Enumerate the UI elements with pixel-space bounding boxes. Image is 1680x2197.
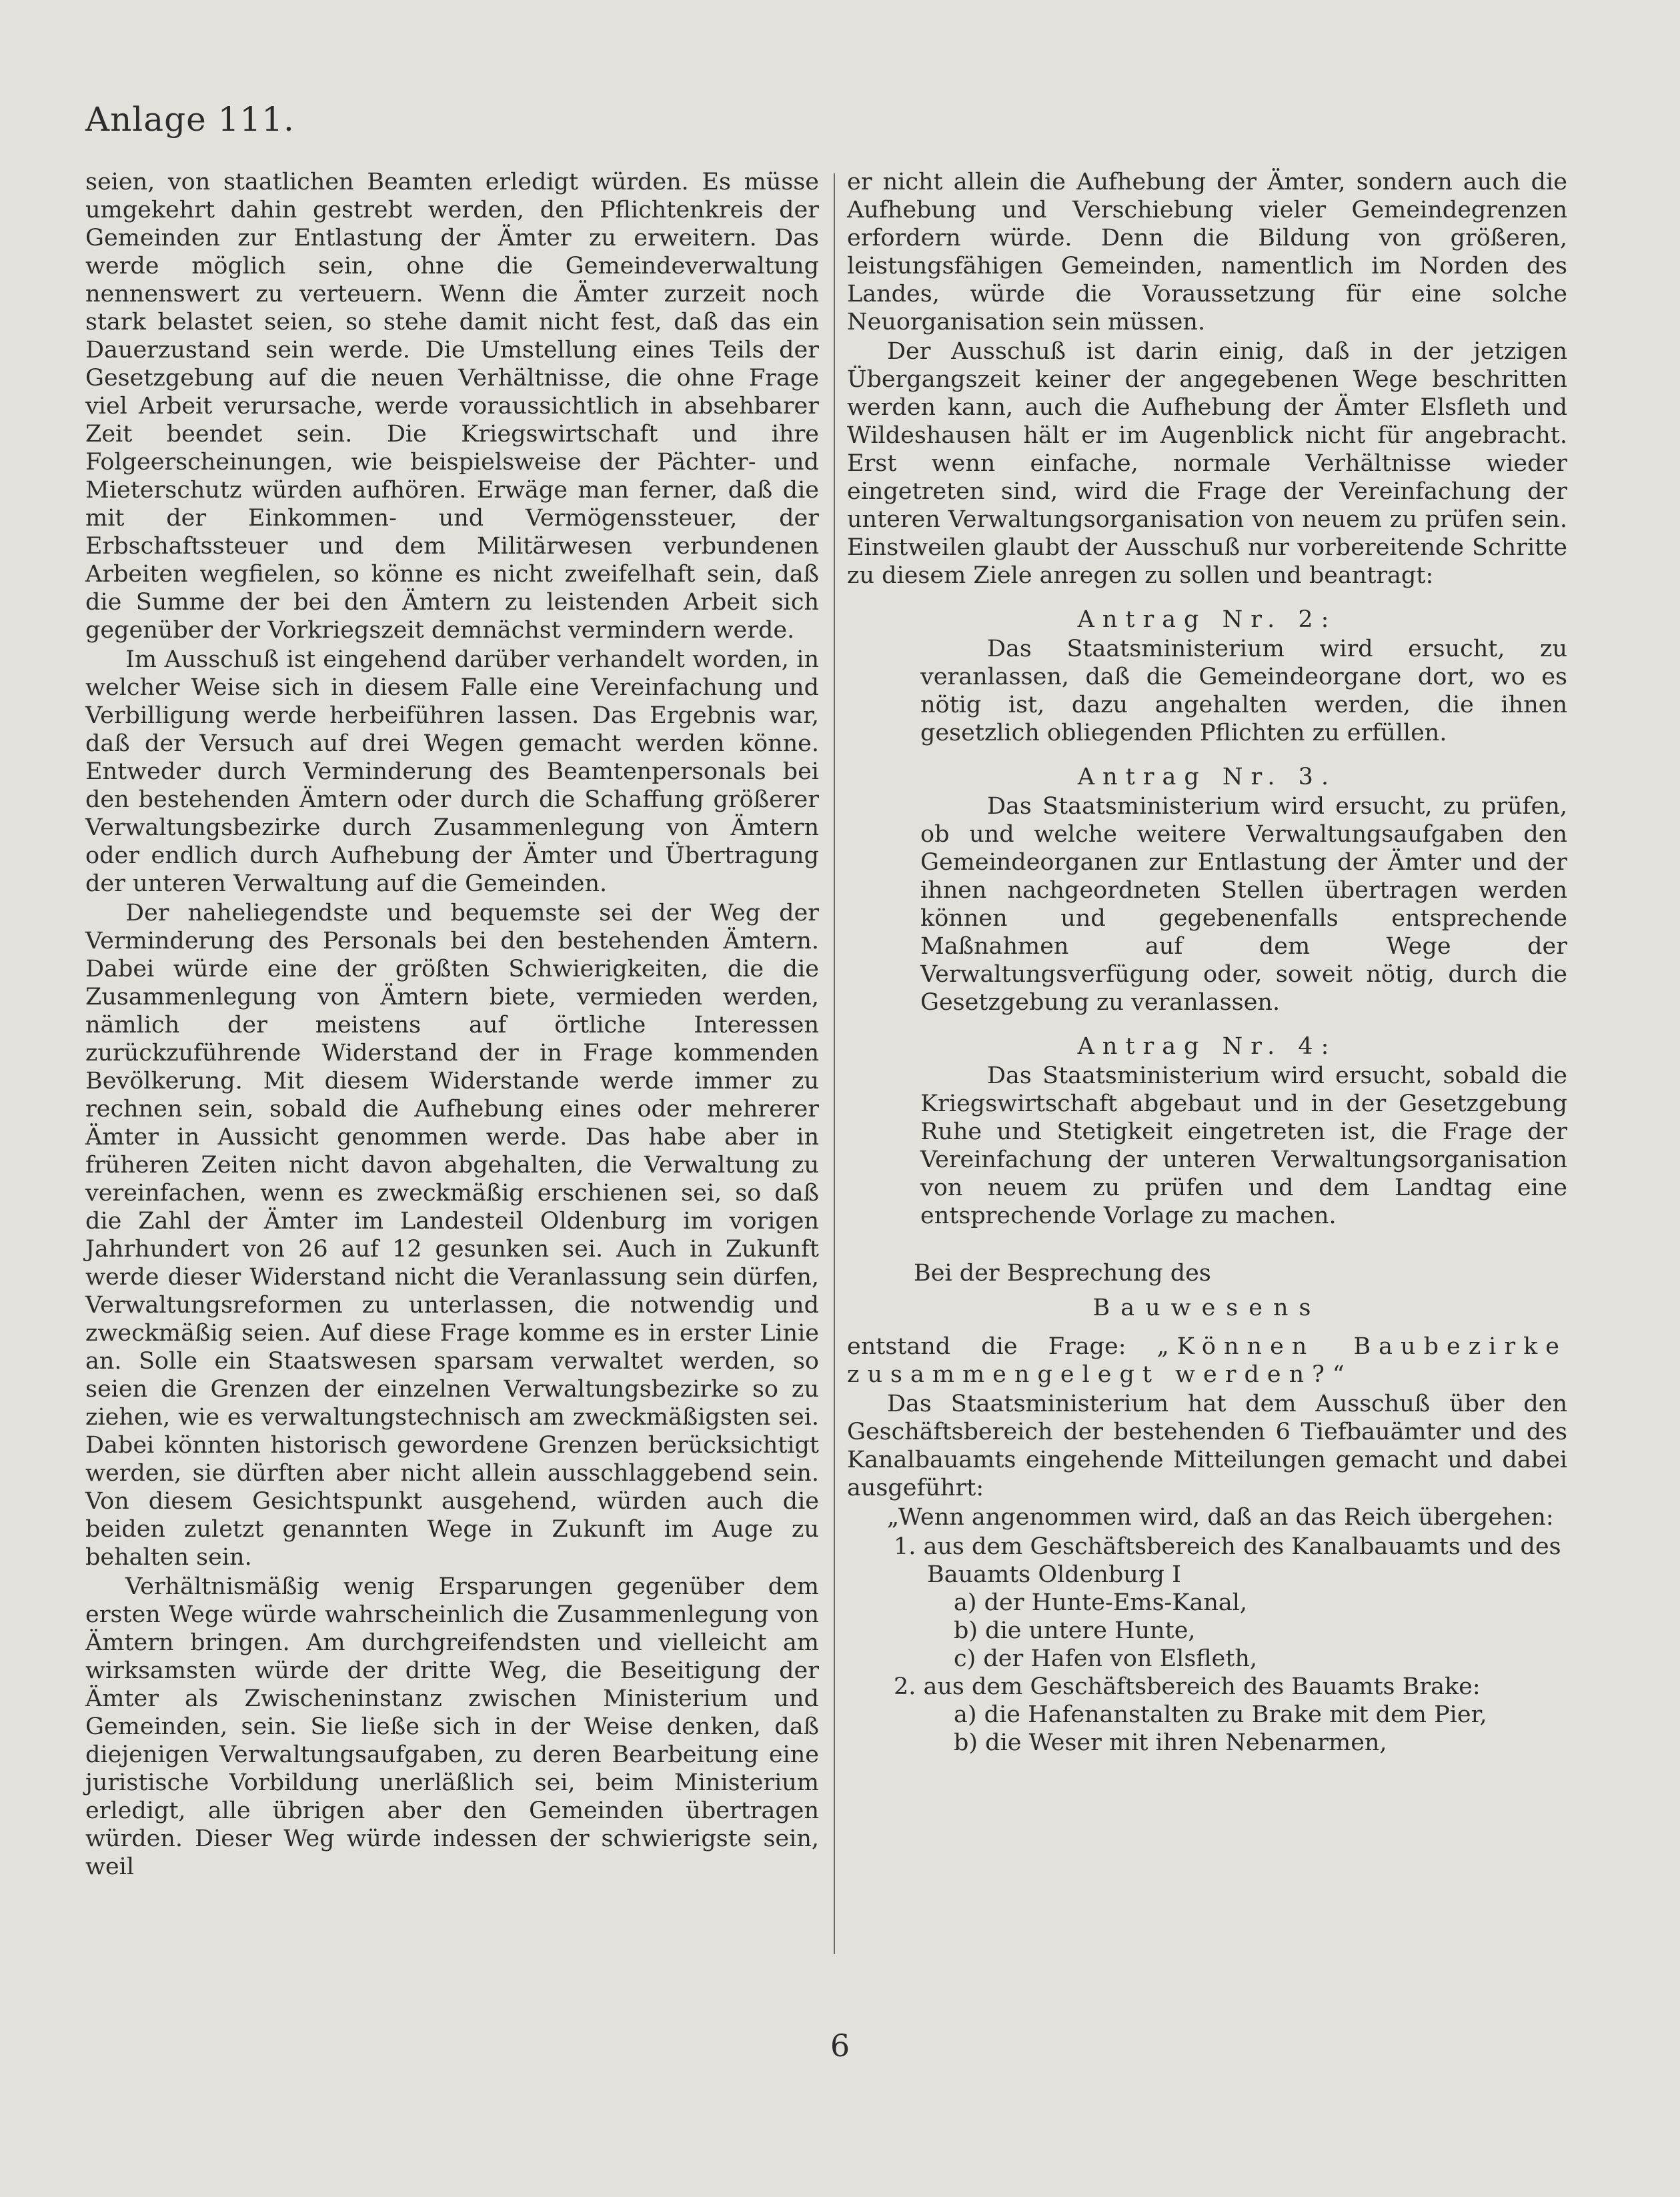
paragraph: er nicht allein die Aufhebung der Ämter, sondern auch die Aufhebung und Verschiebung vieler Gemeindegrenzen erfordern würde. Denn die Bildung von größeren, leistungsfähigen Gemeinden, namentlich im Norden des Landes, würde die Voraussetzung für eine solche Neuorganisation sein müssen. [847, 169, 1567, 335]
left-column [85, 168, 819, 1882]
quote-intro: „Wenn angenommen wird, daß an das Reich übergehen: [887, 1504, 1554, 1531]
sub-list-item: b) die Weser mit ihren Nebenarmen, [954, 1729, 1387, 1756]
sub-list-item: b) die untere Hunte, [954, 1617, 1196, 1644]
enumeration-list [847, 1533, 1567, 1757]
antrag-title: Antrag Nr. 4: [1077, 1033, 1337, 1060]
list-item: 1. aus dem Geschäftsbereich des Kanalbauamts und des Bauamts Oldenburg I [894, 1533, 1561, 1588]
antrag-block [847, 1032, 1567, 1230]
paragraph: Verhältnismäßig wenig Ersparungen gegenüber dem ersten Wege würde wahrscheinlich die Zusammenlegung von Ämtern bringen. Am durchgreifendsten und vielleicht am wirksamsten würde der dritte Weg, die Beseitigung der Ämter als Zwischeninstanz zwischen Ministerium und Gemeinden, sein. Sie ließe sich in der Weise denken, daß diejenigen Verwaltungsaufgaben, zu deren Bearbeitung eine juristische Vorbildung unerläßlich sei, beim Ministerium erledigt, alle übrigen aber den Gemeinden übertragen würden. Dieser Weg würde indessen der schwierigste sein, weil [85, 1573, 819, 1880]
page-number: 6 [830, 2028, 850, 2064]
question-prefix: entstand die Frage: [847, 1333, 1157, 1360]
antrag-text: Das Staatsministerium wird ersucht, zu prüfen, ob und welche weitere Verwaltungsaufgaben den Gemeindeorganen zur Entlastung der Ämter und der ihnen nachgeordneten Stellen übertragen werden können und gegebenenfalls entsprechende Maßnahmen auf dem Wege der Verwaltungsverfügung oder, soweit nötig, durch die Gesetzgebung zu veranlassen. [920, 793, 1567, 1016]
antrag-text: Das Staatsministerium wird ersucht, sobald die Kriegswirtschaft abgebaut und in der Gesetzgebung Ruhe und Stetigkeit eingetreten ist, die Frage der Vereinfachung der unteren Verwaltungsorganisation von neuem zu prüfen und dem Landtag eine entsprechende Vorlage zu machen. [920, 1062, 1567, 1229]
sub-list-item: a) die Hafenanstalten zu Brake mit dem Pier, [954, 1701, 1487, 1728]
section-heading: Bauwesens [1092, 1295, 1322, 1321]
question-text: „Können Baubezirke zusammengelegt werden?“ [847, 1333, 1567, 1388]
paragraph: Das Staatsministerium hat dem Ausschuß über den Geschäftsbereich der bestehenden 6 Tiefbauämter und des Kanalbauamts eingehende Mitteilungen gemacht und dabei ausgeführt: [847, 1391, 1567, 1501]
question-paragraph [847, 1333, 1567, 1389]
antrag-title: Antrag Nr. 2: [1077, 606, 1337, 633]
paragraph: Im Ausschuß ist eingehend darüber verhandelt worden, in welcher Weise sich in diesem Falle eine Vereinfachung und Verbilligung werde herbeiführen lassen. Das Ergebnis war, daß der Versuch auf drei Wegen gemacht werden könne. Entweder durch Verminderung des Beamtenpersonals bei den bestehenden Ämtern oder durch die Schaffung größerer Verwaltungsbezirke durch Zusammenlegung von Ämtern oder endlich durch Aufhebung der Ämter und Übertragung der unteren Verwaltung auf die Gemeinden. [85, 646, 819, 897]
paragraph: Der Ausschuß ist darin einig, daß in der jetzigen Übergangszeit keiner der angegebenen Wege beschritten werden kann, auch die Aufhebung der Ämter Elsfleth und Wildeshausen hält er im Augenblick nicht für angebracht. Erst wenn einfache, normale Verhältnisse wieder eingetreten sind, wird die Frage der Vereinfachung der unteren Verwaltungsorganisation von neuem zu prüfen sein. Einstweilen glaubt der Ausschuß nur vorbereitende Schritte zu diesem Ziele anregen zu sollen und beantragt: [847, 338, 1567, 589]
section-intro: Bei der Besprechung des [914, 1260, 1211, 1287]
sub-list-item: a) der Hunte-Ems-Kanal, [954, 1589, 1248, 1616]
antrag-block [847, 606, 1567, 747]
antrag-block [847, 763, 1567, 1016]
antrag-text: Das Staatsministerium wird ersucht, zu veranlassen, daß die Gemeindeorgane dort, wo es nötig ist, dazu angehalten werden, die ihnen gesetzlich obliegenden Pflichten zu erfüllen. [920, 636, 1567, 746]
right-column [847, 168, 1567, 1757]
paragraph: Der naheliegendste und bequemste sei der Weg der Verminderung des Personals bei den bestehenden Ämtern. Dabei würde eine der größten Schwierigkeiten, die die Zusammenlegung von Ämtern biete, vermieden werden, nämlich der meistens auf örtliche Interessen zurückzuführende Widerstand der in Frage kommenden Bevölkerung. Mit diesem Widerstande werde immer zu rechnen sein, sobald die Aufhebung eines oder mehrerer Ämter in Aussicht genommen werde. Das habe aber in früheren Zeiten nicht davon abgehalten, die Verwaltung zu vereinfachen, wenn es zweckmäßig erschienen sei, so daß die Zahl der Ämter im Landesteil Oldenburg im vorigen Jahrhundert von 26 auf 12 gesunken sei. Auch in Zukunft werde dieser Widerstand nicht die Veranlassung sein dürfen, Verwaltungsreformen zu unterlassen, die notwendig und zweckmäßig seien. Auf diese Frage komme es in erster Linie an. Solle ein Staatswesen sparsam verwaltet werden, so seien die Grenzen der einzelnen Verwaltungsbezirke so zu ziehen, wie es verwaltungstechnisch am zweckmäßigsten sei. Dabei könnten historisch gewordene Grenzen berücksichtigt werden, sie dürften aber nicht allein ausschlaggebend sein. Von diesem Gesichtspunkt ausgehend, würden auch die beiden zuletzt genannten Wege in Zukunft im Auge zu behalten sein. [85, 900, 819, 1571]
column-divider [834, 173, 835, 1954]
list-item: 2. aus dem Geschäftsbereich des Bauamts Brake: [894, 1673, 1481, 1700]
paragraph: seien, von staatlichen Beamten erledigt würden. Es müsse umgekehrt dahin gestrebt werden, den Pflichtenkreis der Gemeinden zur Entlastung der Ämter zu erweitern. Das werde möglich sein, ohne die Gemeindeverwaltung nennenswert zu verteuern. Wenn die Ämter zurzeit noch stark belastet seien, so stehe damit nicht fest, daß das ein Dauerzustand sein werde. Die Umstellung eines Teils der Gesetzgebung auf die neuen Verhältnisse, die ohne Frage viel Arbeit verursache, werde voraussichtlich in absehbarer Zeit beendet sein. Die Kriegswirtschaft und ihre Folgeerscheinungen, wie beispielsweise der Pächter- und Mieterschutz würden aufhören. Erwäge man ferner, daß die mit der Einkommen- und Vermögenssteuer, der Erbschaftssteuer und dem Militärwesen verbundenen Arbeiten wegfielen, so könne es nicht zweifelhaft sein, daß die Summe der bei den Ämtern zu leistenden Arbeit sich gegenüber der Vorkriegszeit demnächst vermindern werde. [85, 169, 819, 644]
page-header: Anlage 111. [85, 100, 295, 139]
antrag-title: Antrag Nr. 3. [1077, 764, 1337, 790]
sub-list-item: c) der Hafen von Elsfleth, [954, 1645, 1258, 1672]
